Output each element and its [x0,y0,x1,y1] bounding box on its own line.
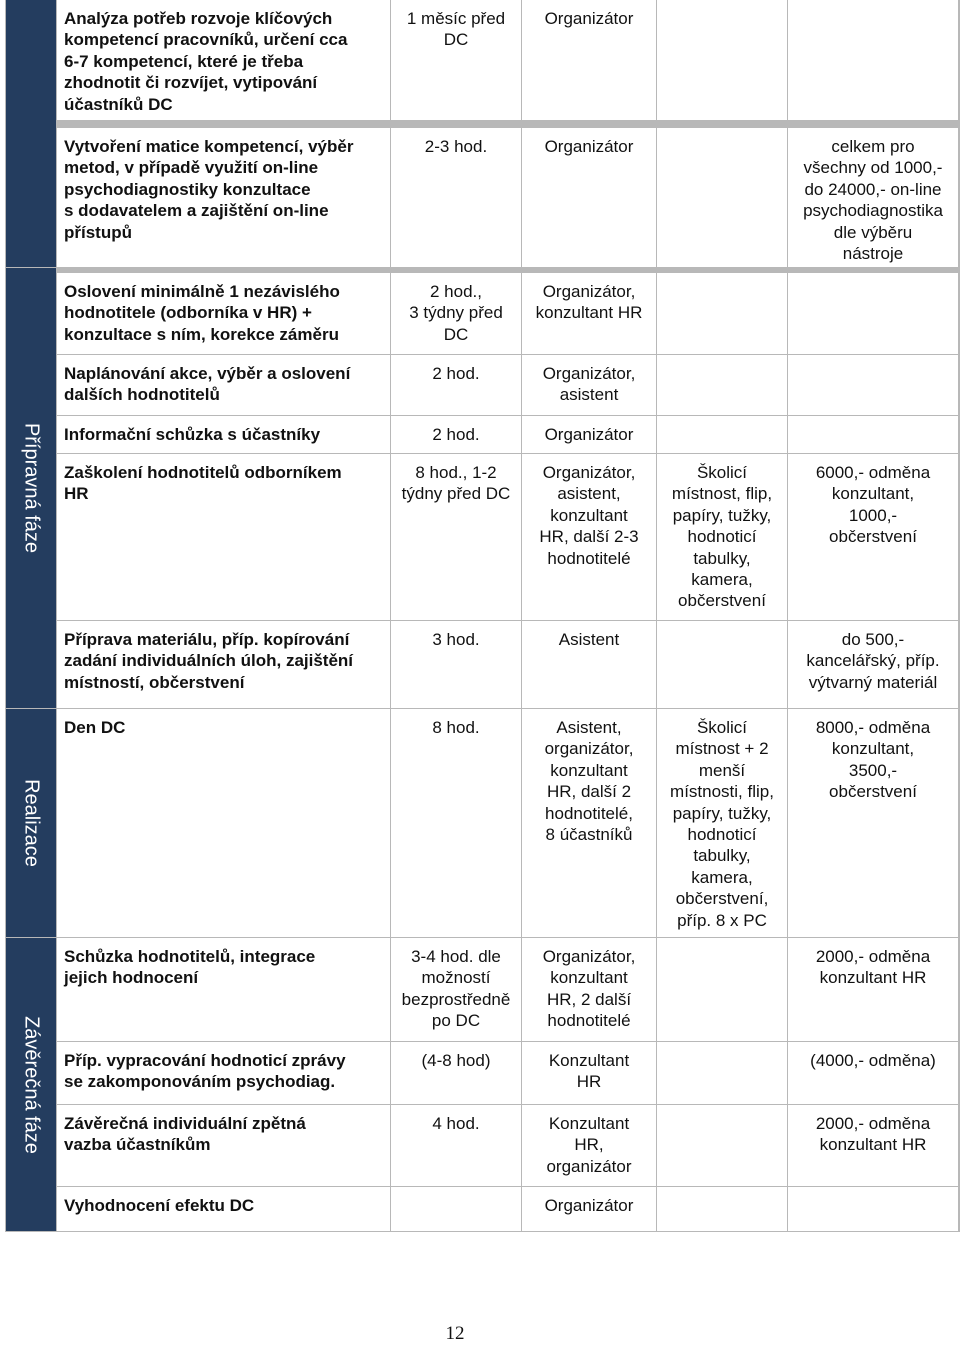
phase-realization [6,709,56,937]
responsible-cell [522,416,656,453]
materials-cell [657,1105,787,1186]
phase-realization-label: Realizace [20,779,43,867]
responsible-text: Organizátor, konzultant HR, 2 další hodnotitelé [542,947,636,1031]
time-cell [391,0,521,120]
phase-final [6,938,56,1231]
costs-text: celkem pro všechny od 1000,- do 24000,- on-line psychodiagnostika dle výběru nástroje [803,137,943,264]
responsible-text: Asistent [558,630,620,649]
materials-cell [657,273,787,354]
responsible-cell [522,454,656,620]
activity-text: Analýza potřeb rozvoje klíčových kompetencí pracovníků, určení cca 6-7 kompetencí, které je třeba zhodnotit či rozvíjet, vytipování účastníků DC [64,9,348,114]
activity-text: Zaškolení hodnotitelů odborníkem HR [64,463,342,504]
time-text: 1 měsíc před DC [406,9,506,50]
time-cell [391,1105,521,1186]
materials-cell [657,621,787,708]
phase-column-top [6,0,56,267]
responsible-cell [522,709,656,937]
materials-text: Školicí místnost, flip, papíry, tužky, hodnoticí tabulky, kamera, občerstvení [671,463,773,611]
activity-text: Informační schůzka s účastníky [64,425,321,444]
activity-cell [57,621,390,708]
costs-cell [788,938,958,1041]
responsible-text: Organizátor [544,9,634,28]
activity-cell [57,416,390,453]
time-cell [391,128,521,267]
time-text: (4-8 hod) [421,1051,491,1070]
costs-text: do 500,- kancelářský, příp. výtvarný materiál [806,630,940,692]
phase-preparatory-label: Přípravná fáze [20,422,43,554]
responsible-text: Organizátor, asistent [542,364,636,405]
time-cell [391,938,521,1041]
activity-text: Schůzka hodnotitelů, integrace jejich hodnocení [64,947,316,988]
activity-cell [57,454,390,620]
costs-cell [788,0,958,120]
materials-cell [657,0,787,120]
phase-final-label: Závěrečná fáze [20,1015,43,1154]
activity-cell [57,938,390,1041]
activity-text: Vytvoření matice kompetencí, výběr metod, v případě využití on-line psychodiagnostiky konzultace s dodavatelem a zajištění on-line přístupů [64,137,354,242]
time-text: 2 hod. [432,364,480,383]
costs-text: 2000,- odměna konzultant HR [815,947,931,988]
materials-cell [657,454,787,620]
responsible-cell [522,1105,656,1186]
time-cell [391,1042,521,1104]
costs-cell [788,128,958,267]
costs-cell [788,454,958,620]
materials-cell [657,416,787,453]
activity-cell [57,1105,390,1186]
activity-cell [57,273,390,354]
responsible-cell [522,355,656,415]
costs-text: 6000,- odměna konzultant, 1000,- občerstvení [815,463,931,547]
materials-cell [657,709,787,937]
time-cell [391,621,521,708]
time-cell [391,454,521,620]
responsible-cell [522,273,656,354]
materials-cell [657,128,787,267]
responsible-text: Organizátor, asistent, konzultant HR, další 2-3 hodnotitelé [539,463,639,568]
responsible-cell [522,128,656,267]
responsible-cell [522,1042,656,1104]
activity-text: Den DC [64,718,126,737]
time-text: 2-3 hod. [424,137,488,156]
materials-text: Školicí místnost + 2 menší místnosti, flip, papíry, tužky, hodnoticí tabulky, kamera, občerstvení, příp. 8 x PC [670,718,774,930]
costs-text: 2000,- odměna konzultant HR [815,1114,931,1155]
time-text: 2 hod., 3 týdny před DC [409,282,503,344]
responsible-text: Organizátor [544,137,634,156]
materials-cell [657,1042,787,1104]
time-text: 8 hod., 1-2 týdny před DC [401,463,511,504]
time-cell [391,416,521,453]
responsible-text: Asistent, organizátor, konzultant HR, další 2 hodnotitelé, 8 účastníků [544,718,634,845]
time-cell [391,709,521,937]
activity-cell [57,709,390,937]
activity-cell [57,1187,390,1231]
time-text: 2 hod. [432,425,480,444]
activity-text: Oslovení minimálně 1 nezávislého hodnotitele (odborníka v HR) + konzultace s ním, korekce záměru [64,282,340,344]
time-cell [391,355,521,415]
costs-cell [788,1187,958,1231]
activity-cell [57,0,390,120]
time-text: 3 hod. [432,630,480,649]
time-text: 8 hod. [432,718,480,737]
costs-cell [788,273,958,354]
activity-text: Závěrečná individuální zpětná vazba účastníkům [64,1114,306,1155]
activity-cell [57,355,390,415]
costs-text: (4000,- odměna) [810,1051,936,1070]
responsible-cell [522,621,656,708]
responsible-text: Organizátor [544,425,634,444]
responsible-cell [522,0,656,120]
phase-preparatory [6,268,56,708]
time-cell [391,1187,521,1231]
materials-cell [657,1187,787,1231]
costs-cell [788,1105,958,1186]
costs-cell [788,355,958,415]
responsible-cell [522,1187,656,1231]
costs-cell [788,709,958,937]
time-text: 4 hod. [432,1114,480,1133]
materials-cell [657,355,787,415]
costs-text: 8000,- odměna konzultant, 3500,- občerstvení [815,718,931,802]
time-text: 3-4 hod. dle možností bezprostředně po DC [401,947,511,1031]
page-number: 12 [445,1323,465,1344]
time-cell [391,273,521,354]
activity-text: Příprava materiálu, příp. kopírování zadání individuálních úloh, zajištění místností, občerstvení [64,630,354,692]
costs-cell [788,1042,958,1104]
responsible-text: Konzultant HR [548,1051,630,1092]
responsible-text: Konzultant HR, organizátor [546,1114,632,1176]
costs-cell [788,621,958,708]
responsible-text: Organizátor, konzultant HR [535,282,643,323]
responsible-text: Organizátor [544,1196,634,1215]
activity-text: Příp. vypracování hodnoticí zprávy se zakomponováním psychodiag. [64,1051,346,1092]
responsible-cell [522,938,656,1041]
costs-cell [788,416,958,453]
activity-text: Vyhodnocení efektu DC [64,1196,255,1215]
activity-cell [57,1042,390,1104]
activity-cell [57,128,390,267]
materials-cell [657,938,787,1041]
activity-text: Naplánování akce, výběr a oslovení dalších hodnotitelů [64,364,351,405]
